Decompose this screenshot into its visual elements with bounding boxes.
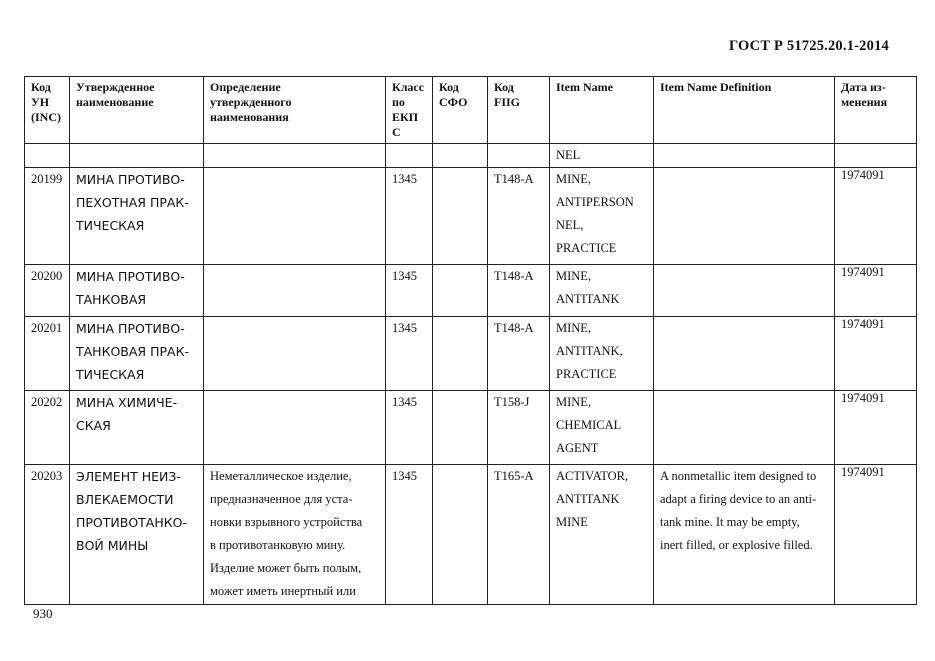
definition-cell bbox=[204, 465, 386, 605]
ekps-cell: 1345 bbox=[386, 265, 433, 317]
approved-name-cell bbox=[70, 265, 204, 317]
approved-name-cell bbox=[70, 168, 204, 265]
date-cell: 1974091 bbox=[835, 317, 917, 391]
item-definition-cell-line: inert filled, or explosive filled. bbox=[660, 538, 813, 552]
inc-cell: 20202 bbox=[25, 391, 70, 465]
item-definition-cell-line: A nonmetallic item designed to bbox=[660, 469, 817, 483]
sfo-cell bbox=[433, 317, 488, 391]
sfo-cell bbox=[433, 144, 488, 168]
definition-cell bbox=[204, 391, 386, 465]
fiig-cell: T148-A bbox=[488, 317, 550, 391]
header-item-definition bbox=[654, 77, 835, 144]
approved-name-cell bbox=[70, 391, 204, 465]
header-line: Класс bbox=[392, 80, 425, 94]
approved-name-cell-line: ТИЧЕСКАЯ bbox=[76, 218, 145, 233]
approved-name-cell-line: ВЛЕКАЕМОСТИ bbox=[76, 492, 174, 507]
approved-name-cell bbox=[70, 144, 204, 168]
item-definition-cell bbox=[654, 391, 835, 465]
ekps-cell: 1345 bbox=[386, 317, 433, 391]
item-name-cell-line: ANTITANK bbox=[556, 292, 620, 306]
date-cell bbox=[835, 144, 917, 168]
table-row bbox=[25, 265, 917, 317]
item-name-cell bbox=[550, 144, 654, 168]
sfo-cell bbox=[433, 465, 488, 605]
inc-cell bbox=[25, 144, 70, 168]
item-name-cell bbox=[550, 265, 654, 317]
table-row bbox=[25, 317, 917, 391]
item-name-cell-line: ACTIVATOR, bbox=[556, 469, 629, 483]
header-line: по bbox=[392, 95, 405, 109]
inc-cell: 20201 bbox=[25, 317, 70, 391]
ekps-cell: 1345 bbox=[386, 391, 433, 465]
definition-cell-line: новки взрывного устройства bbox=[210, 515, 363, 529]
table-row bbox=[25, 144, 917, 168]
approved-name-cell-line: ПРОТИВОТАНКО- bbox=[76, 515, 187, 530]
item-definition-cell bbox=[654, 168, 835, 265]
item-name-cell bbox=[550, 465, 654, 605]
header-row bbox=[25, 77, 917, 144]
item-definition-cell bbox=[654, 265, 835, 317]
approved-name-cell-line: СКАЯ bbox=[76, 418, 111, 433]
definition-cell-line: в противотанковую мину. bbox=[210, 538, 346, 552]
header-line: Дата из- bbox=[841, 80, 886, 94]
item-name-cell-line: PRACTICE bbox=[556, 241, 617, 255]
approved-name-cell-line: ТАНКОВАЯ ПРАК- bbox=[76, 344, 189, 359]
header-line: Код bbox=[439, 80, 459, 94]
approved-name-cell-line: ТАНКОВАЯ bbox=[76, 292, 147, 307]
approved-name-cell-line: МИНА ПРОТИВО- bbox=[76, 172, 185, 187]
definition-cell-line: может иметь инертный или bbox=[210, 584, 356, 598]
item-name-cell-line: ANTITANK bbox=[556, 492, 620, 506]
item-name-cell bbox=[550, 391, 654, 465]
approved-name-cell-line: МИНА ХИМИЧЕ- bbox=[76, 395, 178, 410]
date-cell: 1974091 bbox=[835, 265, 917, 317]
item-definition-cell-line: tank mine. It may be empty, bbox=[660, 515, 800, 529]
header-line: Утвержденное bbox=[76, 80, 155, 94]
approved-name-cell-line: ЭЛЕМЕНТ НЕИЗ- bbox=[76, 469, 181, 484]
header-inc bbox=[25, 77, 70, 144]
approved-name-cell-line: ПЕХОТНАЯ ПРАК- bbox=[76, 195, 189, 210]
date-cell: 1974091 bbox=[835, 168, 917, 265]
item-name-cell-line: AGENT bbox=[556, 441, 599, 455]
definition-cell bbox=[204, 317, 386, 391]
fiig-cell bbox=[488, 144, 550, 168]
inc-cell: 20199 bbox=[25, 168, 70, 265]
table-row bbox=[25, 168, 917, 265]
item-name-cell-line: NEL, bbox=[556, 218, 584, 232]
header-ekps bbox=[386, 77, 433, 144]
definition-cell bbox=[204, 168, 386, 265]
approved-name-cell-line: ВОЙ МИНЫ bbox=[76, 538, 149, 553]
fiig-cell: T148-A bbox=[488, 265, 550, 317]
header-item-name bbox=[550, 77, 654, 144]
header-line: менения bbox=[841, 95, 888, 109]
sfo-cell bbox=[433, 265, 488, 317]
item-definition-cell bbox=[654, 465, 835, 605]
item-definition-cell-line: adapt a firing device to an anti- bbox=[660, 492, 817, 506]
table-body bbox=[25, 144, 917, 605]
header-line: УН bbox=[31, 95, 50, 109]
item-name-cell bbox=[550, 317, 654, 391]
item-name-cell-line: MINE bbox=[556, 515, 588, 529]
sfo-cell bbox=[433, 168, 488, 265]
header-line: наименование bbox=[76, 95, 154, 109]
ekps-cell: 1345 bbox=[386, 168, 433, 265]
definition-cell-line: предназначенное для уста- bbox=[210, 492, 353, 506]
date-cell: 1974091 bbox=[835, 391, 917, 465]
inc-cell: 20203 bbox=[25, 465, 70, 605]
definition-cell-line: Неметаллическое изделие, bbox=[210, 469, 352, 483]
header-line: Определение bbox=[210, 80, 281, 94]
item-name-cell-line: PRACTICE bbox=[556, 367, 617, 381]
header-line: наименования bbox=[210, 110, 289, 124]
approved-name-cell bbox=[70, 317, 204, 391]
item-name-cell-line: NEL bbox=[556, 148, 581, 162]
header-line: Код bbox=[494, 80, 514, 94]
header-line: FIIG bbox=[494, 95, 521, 109]
ekps-cell: 1345 bbox=[386, 465, 433, 605]
item-definition-cell bbox=[654, 144, 835, 168]
item-name-cell-line: ANTITANK, bbox=[556, 344, 623, 358]
table-row bbox=[25, 465, 917, 605]
item-name-cell-line: MINE, bbox=[556, 395, 592, 409]
document-code: ГОСТ Р 51725.20.1-2014 bbox=[728, 38, 889, 54]
date-cell: 1974091 bbox=[835, 465, 917, 605]
fiig-cell: T158-J bbox=[488, 391, 550, 465]
header-line: Item Name bbox=[556, 80, 613, 94]
catalog-table bbox=[24, 76, 917, 605]
header-date bbox=[835, 77, 917, 144]
item-name-cell-line: ANTIPERSON bbox=[556, 195, 634, 209]
page-number: 930 bbox=[33, 606, 53, 621]
header-approved-name bbox=[70, 77, 204, 144]
header-line: Код bbox=[31, 80, 51, 94]
definition-cell bbox=[204, 144, 386, 168]
header-line: СФО bbox=[439, 95, 468, 109]
ekps-cell bbox=[386, 144, 433, 168]
sfo-cell bbox=[433, 391, 488, 465]
definition-cell bbox=[204, 265, 386, 317]
table-row bbox=[25, 391, 917, 465]
item-name-cell-line: MINE, bbox=[556, 269, 592, 283]
header-sfo bbox=[433, 77, 488, 144]
item-name-cell bbox=[550, 168, 654, 265]
inc-cell: 20200 bbox=[25, 265, 70, 317]
approved-name-cell bbox=[70, 465, 204, 605]
approved-name-cell-line: МИНА ПРОТИВО- bbox=[76, 321, 185, 336]
item-name-cell-line: MINE, bbox=[556, 321, 592, 335]
item-name-cell-line: MINE, bbox=[556, 172, 592, 186]
header-line: ЕКП bbox=[392, 110, 419, 124]
item-name-cell-line: CHEMICAL bbox=[556, 418, 622, 432]
header-line: (INC) bbox=[31, 110, 61, 124]
item-definition-cell bbox=[654, 317, 835, 391]
definition-cell-line: Изделие может быть полым, bbox=[210, 561, 362, 575]
approved-name-cell-line: МИНА ПРОТИВО- bbox=[76, 269, 185, 284]
header-line: Item Name Definition bbox=[660, 80, 772, 94]
fiig-cell: T148-A bbox=[488, 168, 550, 265]
header-definition bbox=[204, 77, 386, 144]
header-line: С bbox=[392, 125, 401, 139]
approved-name-cell-line: ТИЧЕСКАЯ bbox=[76, 367, 145, 382]
fiig-cell: T165-A bbox=[488, 465, 550, 605]
header-fiig bbox=[488, 77, 550, 144]
header-line: утвержденного bbox=[210, 95, 292, 109]
